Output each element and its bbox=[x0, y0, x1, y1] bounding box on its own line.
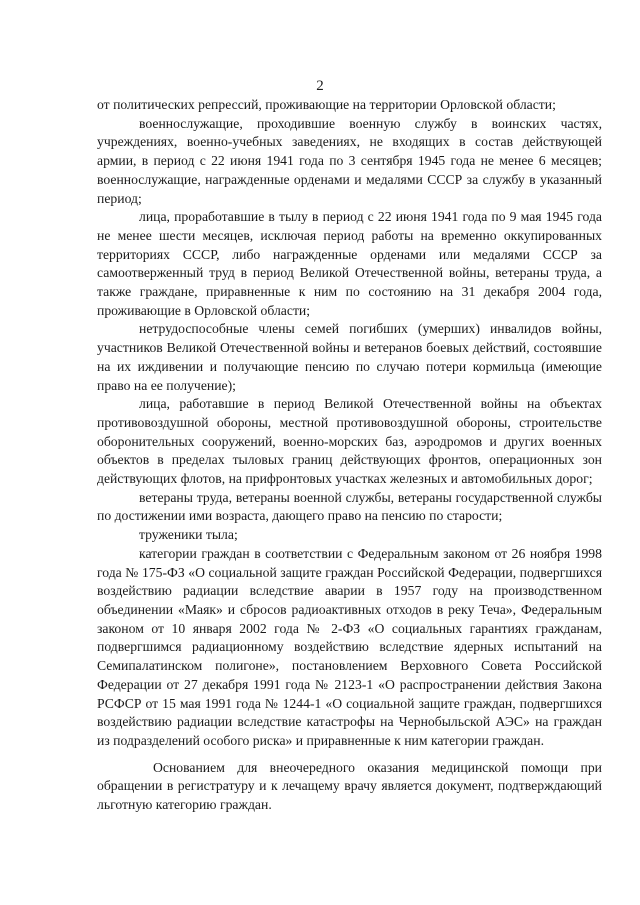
paragraph-radiation-categories: категории граждан в соответствии с Федеральным законом от 26 ноября 1998 года № 175-ФЗ «О социальной защите граждан Российской Федерации, подвергшихся воздействию радиации вследствие аварии в 1957 году на производственном объединении «Маяк» и сбросов радиоактивных отходов в реку Теча», Федеральным законом от 10 января 2002 года № 2-ФЗ «О социальных гарантиях гражданам, подвергшимся радиационному воздействию вследствие ядерных испытаний на Семипалатинском полигоне», постановлением Верховного Совета Российской Федерации от 27 декабря 1991 года № 2123-1 «О распространении действия Закона РСФСР от 15 мая 1991 года № 1244-1 «О социальной защите граждан, подвергшихся воздействию радиации вследствие катастрофы на Чернобыльской АЭС» на граждан из подразделений особого риска» и приравненные к ним категории граждан. bbox=[97, 545, 602, 748]
paragraph-military-servicemen: военнослужащие, проходившие военную службу в воинских частях, учреждениях, военно-учебных заведениях, не входящих в состав действующей армии, в период с 22 июня 1941 года по 3 сентября 1945 года не менее 6 месяцев; военнослужащие, награжденные орденами и медалями СССР за службу в указанный период; bbox=[97, 115, 602, 206]
paragraph-family-members: нетрудоспособные члены семей погибших (умерших) инвалидов войны, участников Великой Отечественной войны и ветеранов боевых действий, состоявшие на их иждивении и получающие пенсию по случаю потери кормильца (имеющие право на ее получение); bbox=[97, 321, 602, 393]
paragraph-basis-document: Основанием для внеочередного оказания медицинской помощи при обращении в регистратуру и к лечащему врачу является документ, подтверждающий льготную категорию граждан. bbox=[97, 759, 602, 813]
paragraph-defense-workers: лица, работавшие в период Великой Отечественной войны на объектах противовоздушной обороны, местной противовоздушной обороны, строительстве оборонительных сооружений, военно-морских баз, аэродромов и других военных объектов в пределах тыловых границ действующих фронтов, операционных зон действующих флотов, на прифронтовых участках железных и автомобильных дорог; bbox=[97, 396, 602, 487]
page-number: 2 bbox=[316, 78, 324, 94]
paragraph-repressed-persons: от политических репрессий, проживающие на территории Орловской области; bbox=[97, 97, 556, 112]
paragraph-labor-veterans: ветераны труда, ветераны военной службы, ветераны государственной службы по достижении ими возраста, дающего право на пенсию по старости; bbox=[97, 489, 602, 524]
paragraph-home-front-workers: лица, проработавшие в тылу в период с 22 июня 1941 года по 9 мая 1945 года не менее шести месяцев, исключая период работы на временно оккупированных территориях СССР, либо награжденные орденами или медалями СССР за самоотверженный труд в период Великой Отечественной войны, ветераны труда, а также граждане, приравненные к ним по состоянию на 31 декабря 2004 года, проживающие в Орловской области; bbox=[97, 209, 602, 318]
paragraph-rear-workers: труженики тыла; bbox=[139, 527, 238, 543]
document-body bbox=[97, 96, 602, 815]
